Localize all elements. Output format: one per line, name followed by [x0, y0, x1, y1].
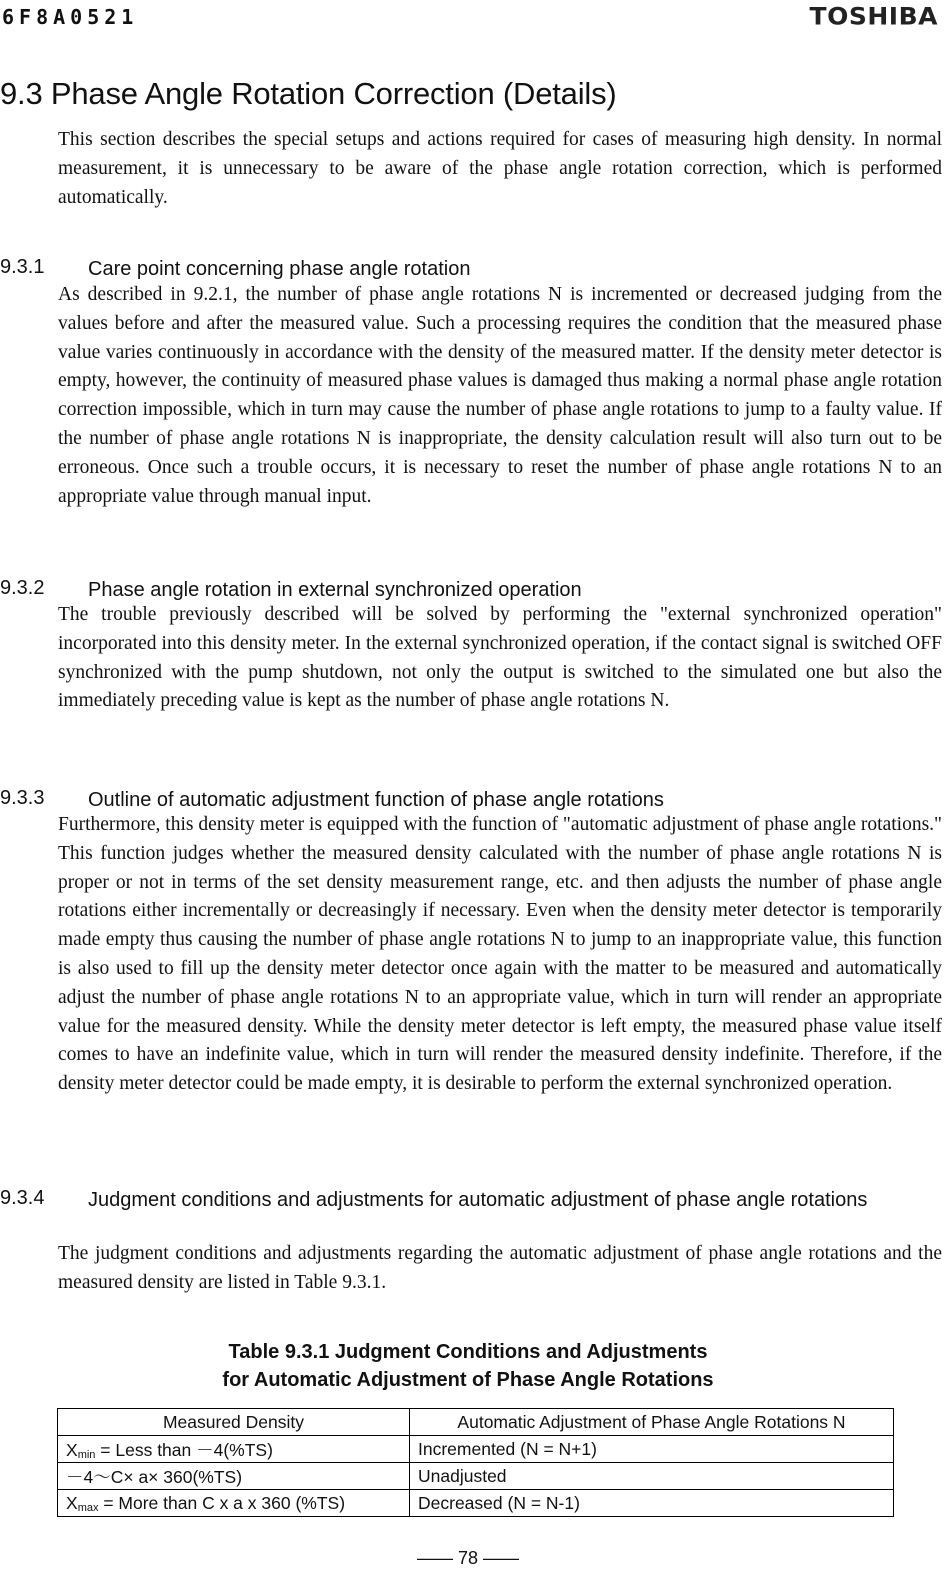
- section-title: Phase angle rotation in external synchronized operation: [88, 579, 582, 601]
- section-body-9-3-4: The judgment conditions and adjustments regarding the automatic adjustment of phase angle rotations and the measured density are listed in Table 9.3.1.: [58, 1243, 942, 1293]
- page-title: 9.3 Phase Angle Rotation Correction (Details): [0, 76, 617, 111]
- toshiba-logo: TOSHIBA: [809, 2, 938, 31]
- table-row: [58, 1463, 894, 1490]
- section-number: 9.3.4: [0, 1187, 45, 1209]
- section-body-9-3-1: As described in 9.2.1, the number of phase angle rotations N is incremented or decreased judging from the values before and after the measured value. Such a processing requires the condition that the measured phase value varies continuously in accordance with the density of the measured matter. If the density meter detector is empty, however, the continuity of measured phase values is damaged thus making a normal phase angle rotation correction impossible, which in turn may cause the number of phase angle rotations to jump to a faulty value. If the number of phase angle rotations N is inappropriate, the density calculation result will also turn out to be erroneous. Once such a trouble occurs, it is necessary to reset the number of phase angle rotations N to an appropriate value through manual input.: [58, 284, 942, 507]
- table-row: [58, 1436, 894, 1463]
- page-number: 78: [457, 1548, 479, 1568]
- section-title: Care point concerning phase angle rotation: [88, 258, 471, 280]
- section-number: 9.3.1: [0, 256, 45, 278]
- adjustment-cell: Unadjusted: [410, 1463, 894, 1490]
- section-title: Judgment conditions and adjustments for automatic adjustment of phase angle rotations: [88, 1189, 868, 1211]
- measured-density-cell: [58, 1463, 410, 1490]
- table-caption-line-1: Table 9.3.1 Judgment Conditions and Adjustments: [228, 1341, 708, 1363]
- table-row: [58, 1490, 894, 1517]
- column-header-measured-density: Measured Density: [58, 1409, 410, 1436]
- intro-paragraph: This section describes the special setups and actions required for cases of measuring high density. In normal measurement, it is unnecessary to be aware of the phase angle rotation correction, which is performed automatically.: [58, 129, 942, 208]
- table-caption: [0, 1338, 936, 1394]
- section-body-9-3-2: The trouble previously described will be solved by performing the "external synchronized operation" incorporated into this density meter. In the external synchronized operation, if the contact signal is switched OFF synchronized with the pump shutdown, not only the output is switched to the simulated one but also the immediately preceding value is kept as the number of phase angle rotations N.: [58, 604, 942, 712]
- variable-x: X: [66, 1439, 78, 1460]
- variable-subscript: min: [77, 1448, 96, 1461]
- section-number: 9.3.3: [0, 787, 45, 809]
- section-number: 9.3.2: [0, 577, 45, 599]
- table-caption-line-2: for Automatic Adjustment of Phase Angle Rotations: [222, 1369, 714, 1391]
- adjustment-cell: Decreased (N = N-1): [410, 1490, 894, 1517]
- table-header-row: [58, 1409, 894, 1436]
- condition-text: = More than C x a x 360 (%TS): [98, 1492, 346, 1513]
- document-code: 6F8A0521: [2, 5, 139, 29]
- measured-density-cell: [58, 1490, 410, 1517]
- section-body-9-3-3: Furthermore, this density meter is equipped with the function of "automatic adjustment of phase angle rotations." This function judges whether the measured density calculated with the number of phase angle rotations N is proper or not in terms of the set density measurement range, etc. and then adjusts the number of phase angle rotations either incrementally or decreasingly if necessary. Even when the density meter detector is temporarily made empty thus causing the number of phase angle rotations N to jump to an inappropriate value, this function is also used to fill up the density meter detector once again with the matter to be measured and automatically adjust the number of phase angle rotations N to an appropriate value, which in turn will render an appropriate value for the measured density. While the density meter detector is left empty, the measured phase value itself comes to have an indefinite value, which in turn will render the measured density indefinite. Therefore, if the density meter detector could be made empty, it is desirable to perform the external synchronized operation.: [58, 814, 942, 1095]
- condition-text: = Less than －4(%TS): [95, 1439, 273, 1460]
- page-footer: —— 78 ——: [416, 1548, 520, 1568]
- condition-text: －4～C× a× 360(%TS): [66, 1466, 243, 1487]
- judgment-conditions-table: [57, 1408, 894, 1517]
- measured-density-cell: [58, 1436, 410, 1463]
- variable-x: X: [66, 1492, 78, 1513]
- section-title: Outline of automatic adjustment function of phase angle rotations: [88, 789, 664, 811]
- adjustment-cell: Incremented (N = N+1): [410, 1436, 894, 1463]
- variable-subscript: max: [77, 1501, 99, 1514]
- column-header-automatic-adjustment: Automatic Adjustment of Phase Angle Rotations N: [410, 1409, 894, 1436]
